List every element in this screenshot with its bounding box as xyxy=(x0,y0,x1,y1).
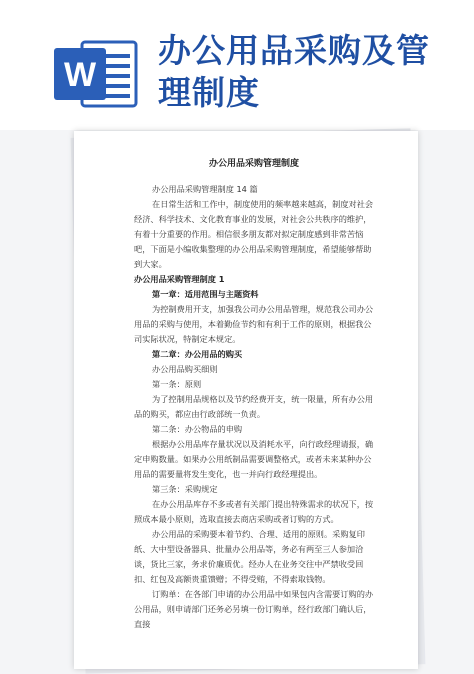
document-page xyxy=(74,131,418,669)
document-line: 办公用品采购管理制度 14 篇 xyxy=(152,184,258,194)
document-body xyxy=(134,157,374,632)
document-line: 办公用品的采购要本着节约、合理、适用的原则。采购复印纸、大中型设备器具、批量办公用品等，务必有两至三人参加洽谈，货比三家，务求价廉质优。经办人在业务交往中严禁收受回扣、红包及高额贵重馈赠；不得受贿，不得索取钱物。 xyxy=(134,529,365,584)
document-line: 办公用品购买细则 xyxy=(152,364,218,374)
document-title: 办公用品采购管理制度 xyxy=(208,159,299,169)
svg-text:W: W xyxy=(63,56,97,94)
document-line: 订购单：在各部门申请的办公用品中如果包内含需要订购的办公用品，则申请部门还务必另填一份订购单，经行政部门确认后，直接 xyxy=(134,589,374,629)
document-heading: 办公用品采购管理制度 1 xyxy=(134,274,225,284)
document-chapter-heading: 第二章：办公用品的购买 xyxy=(152,349,243,359)
document-line: 为控制费用开支，加强我公司办公用品管理，规范我公司办公用品的采购与使用，本着勤俭节约和有利于工作的原则，根据我公司实际状况，特制定本规定。 xyxy=(134,304,374,344)
document-line: 根据办公用品库存量状况以及消耗水平，向行政经理请报，确定申购数量。如果办公用纸制品需要调整格式，或者未来某种办公用品的需要量将发生变化，也一并向行政经理提出。 xyxy=(134,439,374,479)
document-line: 在办公用品库存不多或者有关部门提出特殊需求的状况下，按照成本最小原则，选取直接去商店采购或者订购的方式。 xyxy=(134,499,374,524)
document-chapter-heading: 第一章：适用范围与主题资料 xyxy=(152,289,259,299)
document-line: 为了控制用品规格以及节约经费开支，统一限量，所有办公用品的购买，都应由行政部统一负责。 xyxy=(134,394,374,419)
document-line: 在日常生活和工作中，制度使用的频率越来越高，制度对社会经济、科学技术、文化教育事业的发展，对社会公共秩序的维护，有着十分重要的作用。相信很多朋友都对拟定制度感到非常苦恼吧，下面是小编收集整理的办公用品采购管理制度，希望能够帮助到大家。 xyxy=(134,199,374,269)
header-banner xyxy=(0,0,474,130)
document-line: 第一条：原则 xyxy=(152,379,202,389)
document-line: 第三条：采购规定 xyxy=(152,484,218,494)
document-line: 第二条：办公物品的申购 xyxy=(152,424,243,434)
page-title: 办公用品采购及管理制度 xyxy=(158,31,430,112)
word-document-icon xyxy=(52,38,140,110)
